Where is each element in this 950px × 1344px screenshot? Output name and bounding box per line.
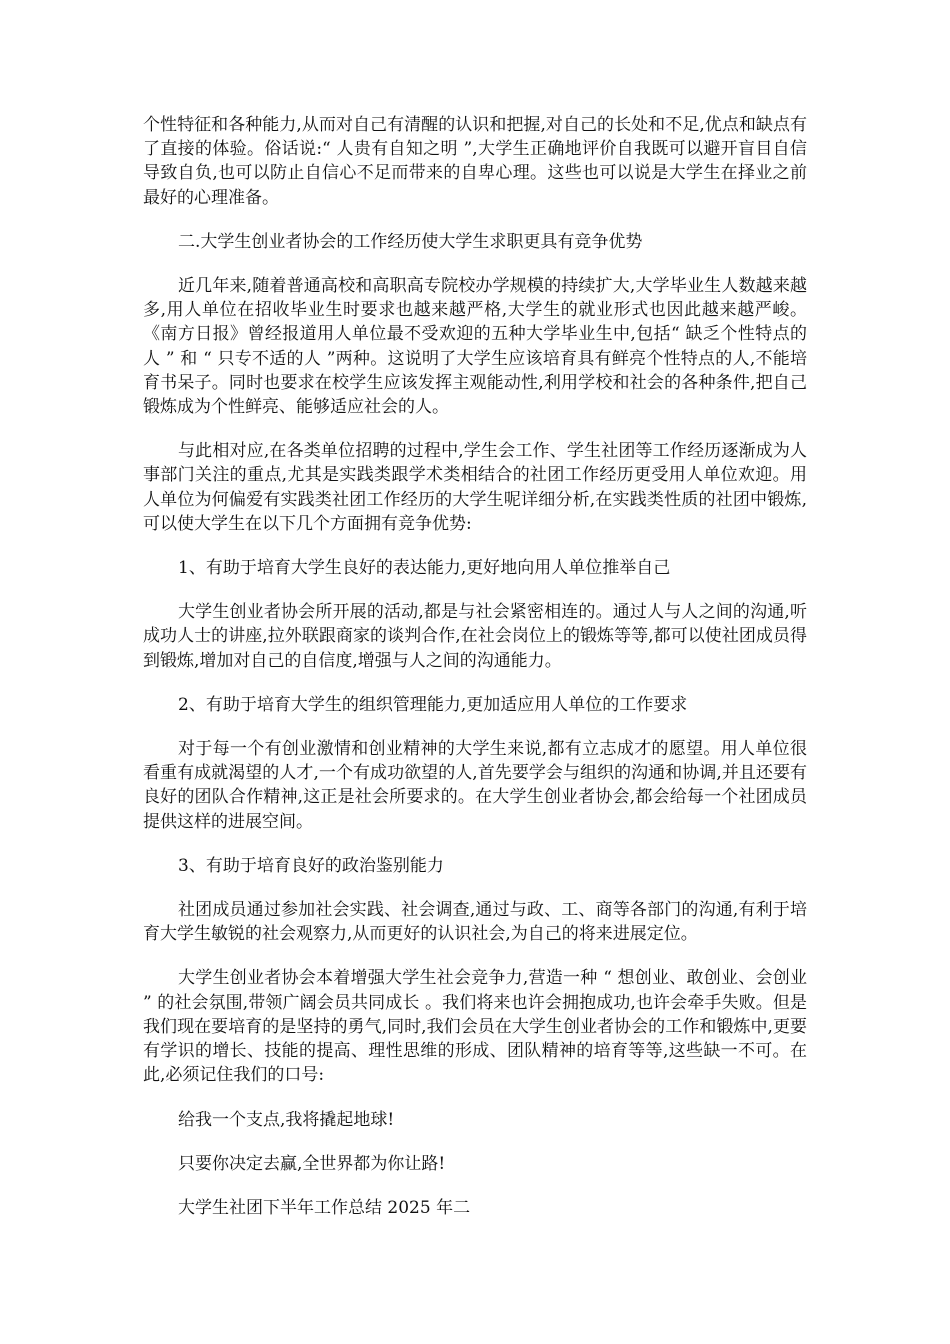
paragraph: 近几年来,随着普通高校和高职高专院校办学规模的持续扩大,大学毕业生人数越来越多,用人单位在招收毕业生时要求也越来越严格,大学生的就业形式也因此越来越严峻。《南方日报》曾经报道用人单位最不受欢迎的五种大学毕业生中,包括“ 缺乏个性特点的人 ” 和 “ 只专不适的人 ”两种。这说明了大学生应该培育具有鲜亮个性特点的人,不能培育书呆子。同时也要求在校学生应该发挥主观能动性,利用学校和社会的各种条件,把自己锻炼成为个性鲜亮、能够适应社会的人。 bbox=[143, 276, 807, 418]
paragraph: 大学生创业者协会所开展的活动,都是与社会紧密相连的。通过人与人之间的沟通,听成功人士的讲座,拉外联跟商家的谈判合作,在社会岗位上的锻炼等等,都可以使社团成员得到锻炼,增加对自己的自信度,增强与人之间的沟通能力。 bbox=[143, 602, 807, 671]
next-section-title: 大学生社团下半年工作总结 2025 年二 bbox=[178, 1197, 471, 1218]
paragraph: 社团成员通过参加社会实践、社会调查,通过与政、工、商等各部门的沟通,有利于培育大学生敏锐的社会观察力,从而更好的认识社会,为自己的将来进展定位。 bbox=[143, 900, 807, 945]
paragraph-continuation: 个性特征和各种能力,从而对自己有清醒的认识和把握,对自己的长处和不足,优点和缺点有了直接的体验。俗话说:“ 人贵有自知之明 ”,大学生正确地评价自我既可以避开盲目自信导致自负,也可以防止自信心不足而带来的自卑心理。这些也可以说是大学生在择业之前最好的心理准备。 bbox=[143, 115, 807, 208]
slogan-line: 给我一个支点,我将撬起地球! bbox=[178, 1109, 395, 1130]
paragraph: 大学生创业者协会本着增强大学生社会竞争力,营造一种 “ 想创业、敢创业、会创业 ” 的社会氛围,带领广阔会员共同成长 。我们将来也许会拥抱成功,也许会牵手失败。但是我们现在要培育的是坚持的勇气,同时,我们会员在大学生创业者协会的工作和锻炼中,更要有学识的增长、技能的提高、理性思维的形成、团队精神的培育等等,这些缺一不可。在此,必须记住我们的口号: bbox=[143, 968, 807, 1086]
subsection-heading: 1、有助于培育大学生良好的表达能力,更好地向用人单位推举自己 bbox=[178, 558, 671, 579]
paragraph: 与此相对应,在各类单位招聘的过程中,学生会工作、学生社团等工作经历逐渐成为人事部门关注的重点,尤其是实践类跟学术类相结合的社团工作经历更受用人单位欢迎。用人单位为何偏爱有实践类社团工作经历的大学生呢详细分析,在实践类性质的社团中锻炼,可以使大学生在以下几个方面拥有竞争优势: bbox=[143, 441, 807, 534]
paragraph: 对于每一个有创业激情和创业精神的大学生来说,都有立志成才的愿望。用人单位很看重有成就渴望的人才,一个有成功欲望的人,首先要学会与组织的沟通和协调,并且还要有良好的团队合作精神,这正是社会所要求的。在大学生创业者协会,都会给每一个社团成员提供这样的进展空间。 bbox=[143, 739, 807, 832]
section-heading: 二.大学生创业者协会的工作经历使大学生求职更具有竞争优势 bbox=[178, 231, 643, 252]
slogan-line: 只要你决定去赢,全世界都为你让路! bbox=[178, 1153, 446, 1174]
document-page bbox=[143, 113, 807, 1240]
subsection-heading: 3、有助于培育良好的政治鉴别能力 bbox=[178, 855, 444, 876]
subsection-heading: 2、有助于培育大学生的组织管理能力,更加适应用人单位的工作要求 bbox=[178, 694, 688, 715]
